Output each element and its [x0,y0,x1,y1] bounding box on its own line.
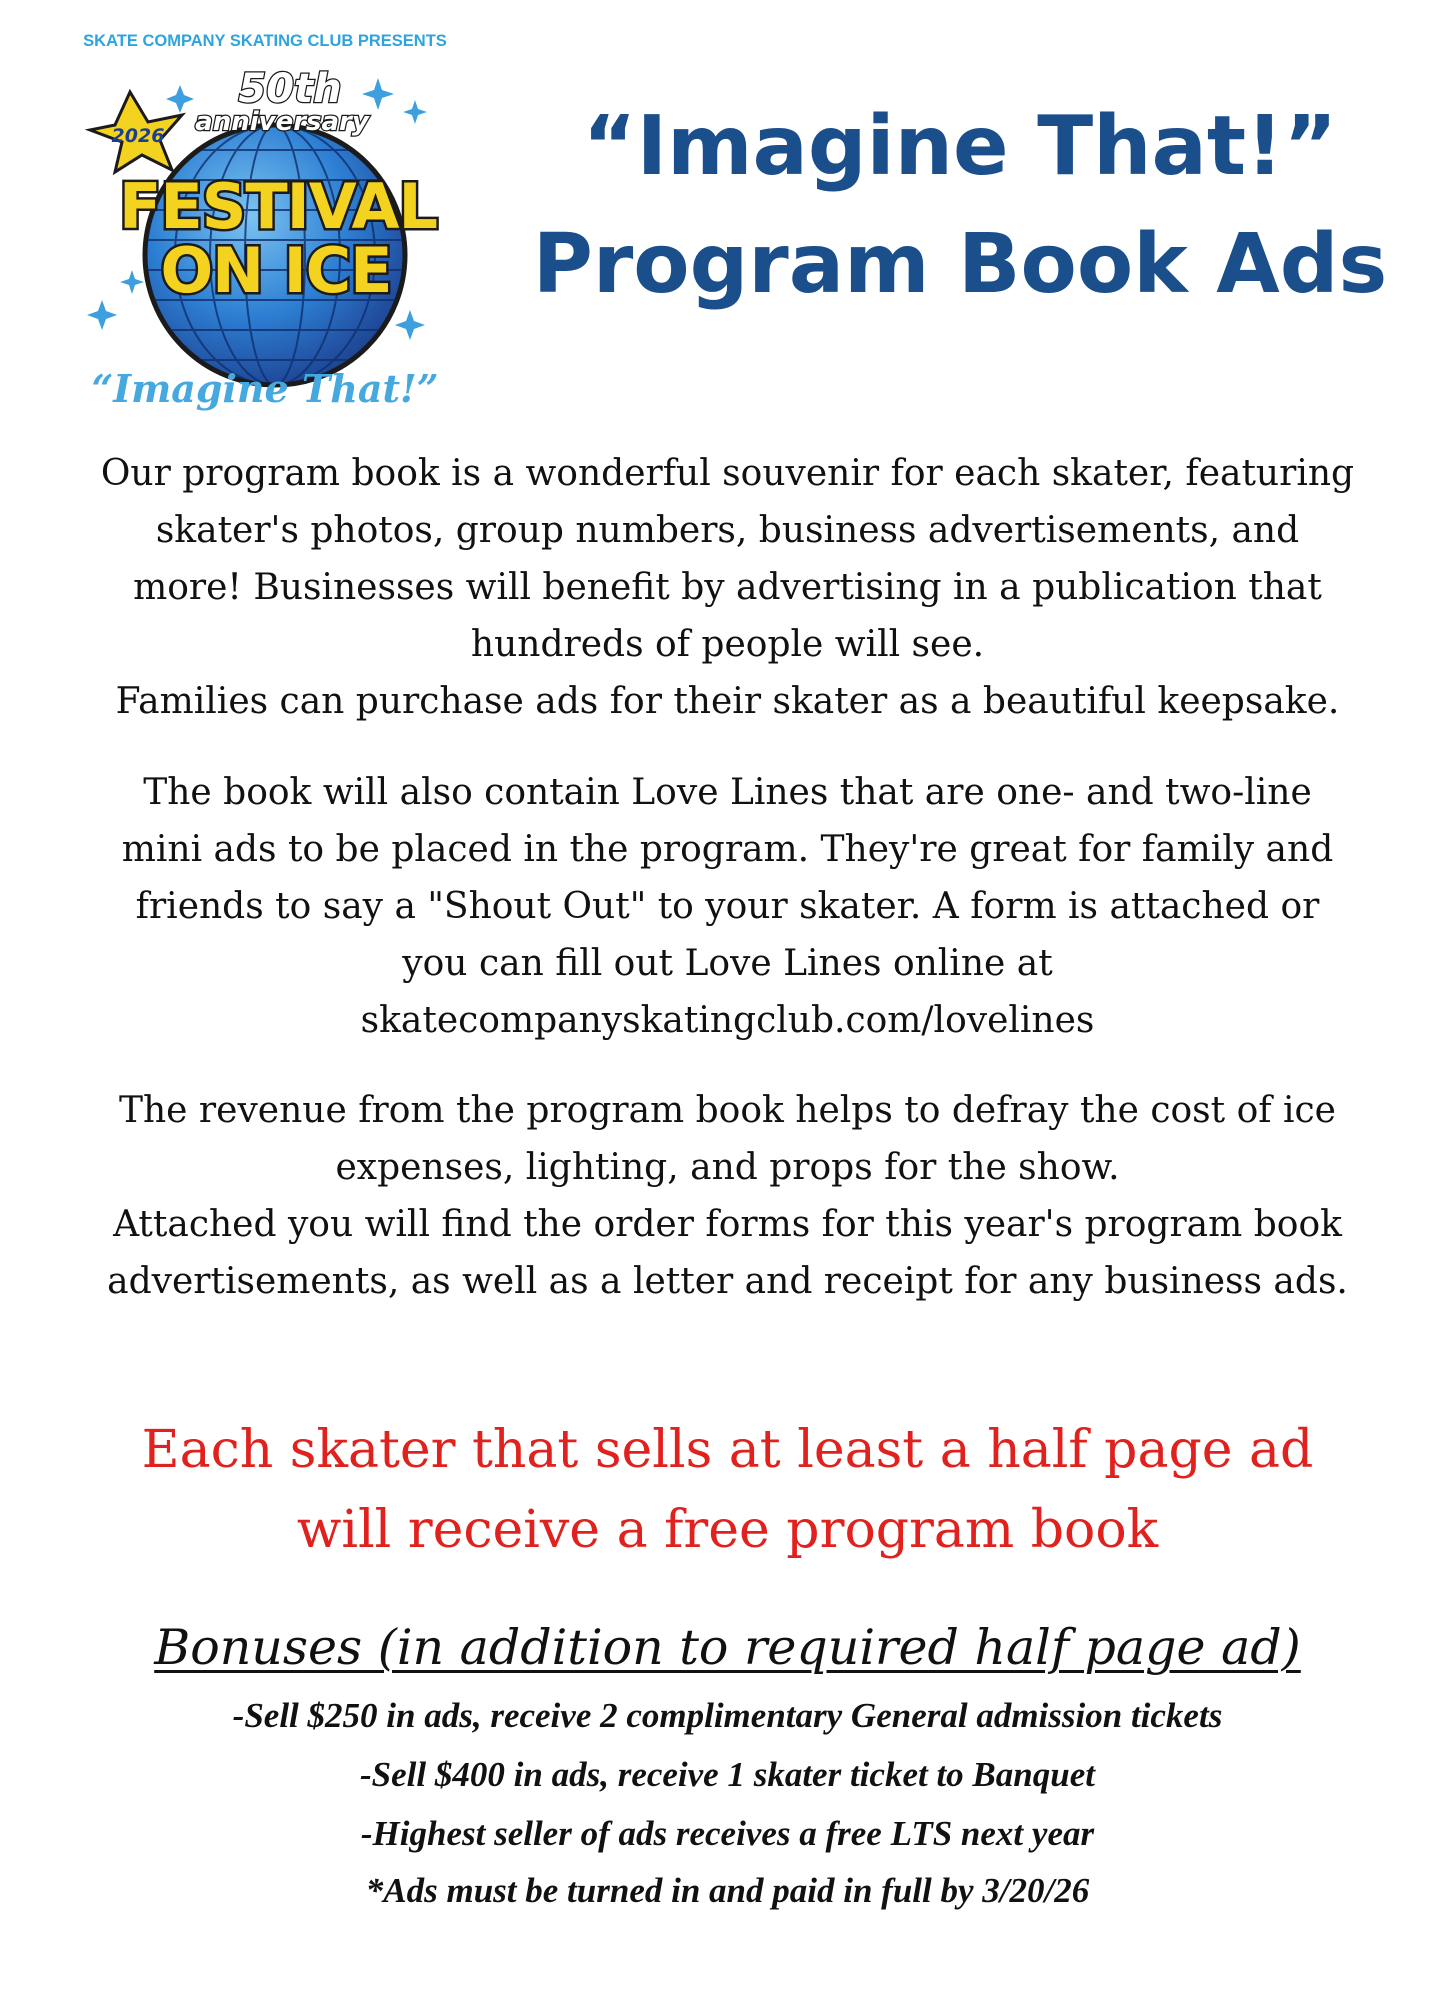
logo-year-text: 2026 [111,125,165,147]
paragraph-line: skater's photos, group numbers, business advertisements, and [155,510,1300,551]
paragraph-line: advertisements, as well as a letter and receipt for any business ads. [107,1261,1348,1302]
logo-presenter-text: SKATE COMPANY SKATING CLUB PRESENTS [83,32,447,50]
title-line-2: Program Book Ads [532,217,1388,312]
paragraph-line: Attached you will find the order forms for this year's program book [113,1204,1342,1245]
bonus-item: -Highest seller of ads receives a free LTS next year [360,1814,1095,1853]
paragraph-line: hundreds of people will see. [470,624,985,665]
bonuses-heading: Bonuses (in addition to required half page ad) [154,1619,1301,1676]
logo-anniversary-number: 50th [238,66,342,112]
bonus-item: -Sell $250 in ads, receive 2 complimentary General admission tickets [232,1696,1223,1735]
paragraph-line: Our program book is a wonderful souvenir for each skater, featuring [100,453,1355,494]
love-lines-paragraph [0,764,1455,1049]
intro-paragraph [0,445,1455,730]
bonuses-section [0,1610,1455,1919]
logo-on-ice-text: ON ICE [160,234,392,307]
bonus-item: -Sell $400 in ads, receive 1 skater ticket to Banquet [360,1755,1095,1794]
paragraph-line: expenses, lighting, and props for the show. [335,1147,1120,1188]
bonus-list [0,1686,1455,1863]
paragraph-line: mini ads to be placed in the program. They're great for family and [121,829,1334,870]
paragraph-line: friends to say a "Shout Out" to your skater. A form is attached or [135,886,1320,927]
logo-festival-text: FESTIVAL [119,170,437,243]
paragraph-line: The revenue from the program book helps to defray the cost of ice [118,1090,1336,1131]
love-lines-url: skatecompanyskatingclub.com/lovelines [360,1000,1095,1041]
callout-line-2: will receive a free program book [296,1500,1159,1560]
paragraph-line: you can fill out Love Lines online at [402,943,1053,984]
paragraph-line: Families can purchase ads for their skater as a beautiful keepsake. [115,681,1340,722]
paragraph-line: The book will also contain Love Lines that are one- and two-line [143,772,1312,813]
page-title [480,88,1440,324]
logo-tagline-text: “Imagine That!” [91,366,439,411]
deadline-note: *Ads must be turned in and paid in full by 3/20/26 [365,1871,1090,1910]
title-line-1: “Imagine That!” [582,99,1338,194]
callout-line-1: Each skater that sells at least a half page ad [141,1420,1314,1480]
free-program-callout [0,1410,1455,1570]
paragraph-line: more! Businesses will benefit by advertising in a publication that [133,567,1322,608]
logo-anniversary-word: anniversary [195,107,369,137]
revenue-paragraph [0,1082,1455,1310]
festival-logo [60,30,470,430]
